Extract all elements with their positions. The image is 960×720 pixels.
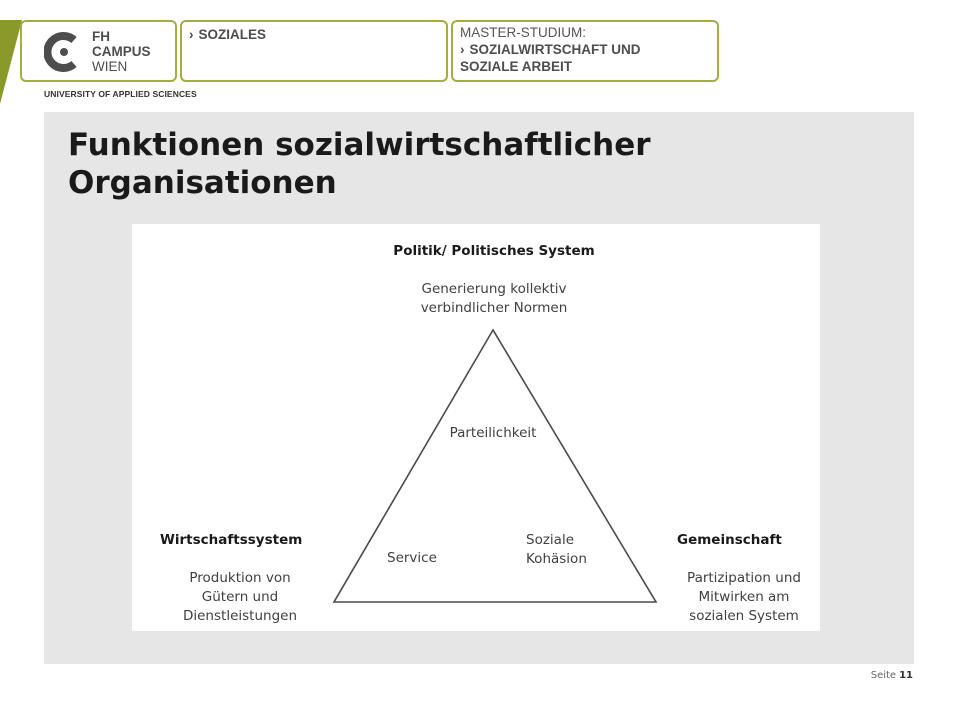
- inner-left-label: Service: [387, 550, 437, 566]
- right-desc-line2: Mitwirken am: [698, 589, 790, 605]
- page-number-value: 11: [899, 670, 913, 681]
- right-desc-line1: Partizipation und: [687, 570, 801, 586]
- left-desc-line3: Dienstleistungen: [182, 608, 298, 624]
- left-heading: Wirtschaftssystem: [160, 532, 303, 548]
- chevron-right-icon: ›: [189, 27, 194, 42]
- right-desc-line3: sozialen System: [689, 608, 799, 624]
- logo-line2: CAMPUS: [92, 44, 151, 59]
- program-line2: [460, 42, 641, 57]
- top-heading: Politik/ Politisches System: [393, 243, 595, 259]
- left-desc-line2: Gütern und: [201, 589, 279, 605]
- fh-campus-logo-icon: [44, 32, 84, 72]
- program-box[interactable]: [451, 20, 719, 82]
- program-line3: SOZIALE ARBEIT: [460, 59, 573, 74]
- department-label: [189, 27, 266, 42]
- inner-top-label: Parteilichkeit: [449, 425, 537, 441]
- slide-title: [68, 126, 888, 202]
- slide-title-line2: Organisationen: [68, 165, 337, 201]
- logo-line1: FH: [92, 29, 110, 44]
- department-text: SOZIALES: [198, 27, 267, 42]
- left-desc-line1: Produktion von: [189, 570, 291, 586]
- program-line1: MASTER-STUDIUM:: [460, 25, 586, 40]
- department-box[interactable]: [180, 20, 448, 82]
- top-desc-line1: Generierung kollektiv: [421, 281, 567, 297]
- logo-wordmark: [92, 29, 151, 74]
- inner-right-label-line1: Soziale: [526, 532, 574, 548]
- right-heading: Gemeinschaft: [677, 532, 782, 548]
- logo-line3: WIEN: [92, 59, 128, 74]
- page-number: [871, 670, 913, 681]
- functions-diagram: [132, 224, 820, 631]
- logo-box[interactable]: [20, 20, 177, 82]
- chevron-right-icon: ›: [460, 42, 465, 57]
- slide-title-line1: Funktionen sozialwirtschaftlicher: [68, 127, 651, 163]
- inner-right-label-line2: Kohäsion: [526, 551, 587, 567]
- triangle-shape: [334, 330, 656, 602]
- logo-subtitle: UNIVERSITY OF APPLIED SCIENCES: [44, 89, 197, 99]
- diagram-svg: [132, 224, 820, 631]
- corner-accent: [0, 20, 22, 104]
- program-line2-text: SOZIALWIRTSCHAFT UND: [469, 42, 641, 57]
- page-label: Seite: [870, 670, 897, 681]
- top-desc-line2: verbindlicher Normen: [420, 300, 568, 316]
